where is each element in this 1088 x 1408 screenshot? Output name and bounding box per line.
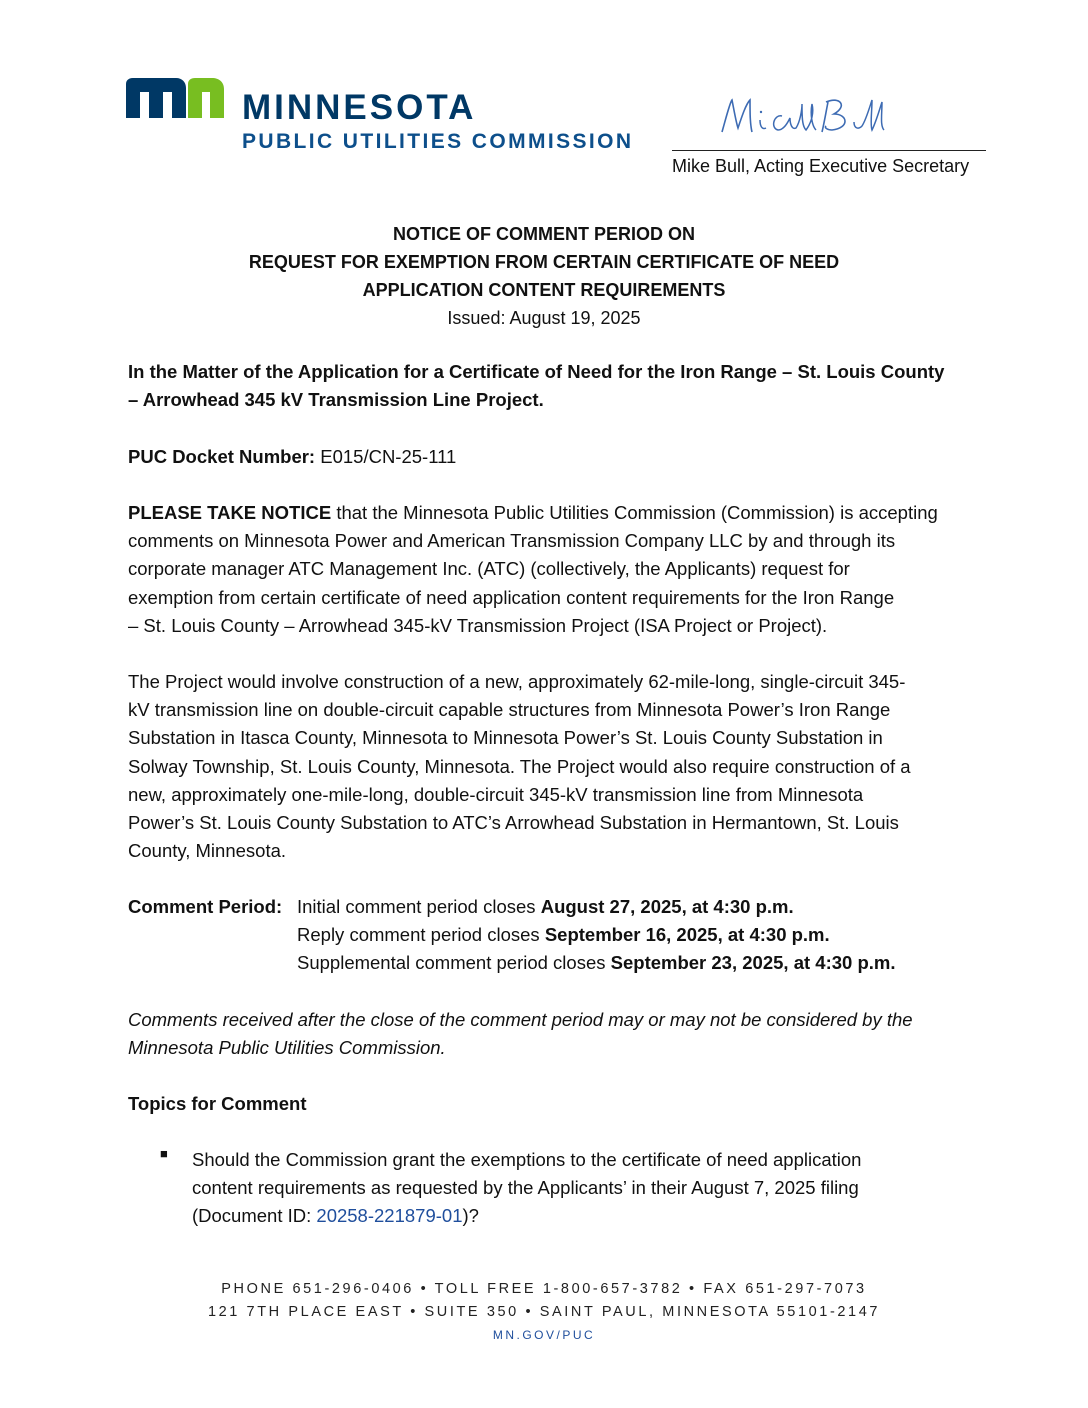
- late-comments-note: [128, 1006, 968, 1062]
- project-line-3: Substation in Itasca County, Minnesota to Minnesota Power’s St. Louis County Substation in: [128, 727, 883, 749]
- signature-caption: Mike Bull, Acting Executive Secretary: [672, 156, 970, 176]
- notice-line-5: – St. Louis County – Arrowhead 345-kV Transmission Project (ISA Project or Project).: [128, 614, 828, 636]
- mn-puc-logo: [126, 78, 646, 158]
- topic-line-2: content requirements as requested by the Applicants’ in their August 7, 2025 filing: [192, 1177, 859, 1199]
- project-line-4: Solway Township, St. Louis County, Minnesota. The Project would also require construction of a: [128, 755, 911, 777]
- comment-period-label: Comment Period:: [128, 896, 283, 917]
- topic-line-3-pre: (Document ID:: [192, 1205, 317, 1227]
- notice-line-4: exemption from certain certificate of need application content requirements for the Iron Range: [128, 586, 895, 608]
- docket-value: E015/CN-25-111: [315, 446, 457, 467]
- notice-paragraph: [128, 499, 968, 640]
- comment-period: [128, 893, 968, 983]
- notice-line-2: comments on Minnesota Power and American Transmission Company LLC by and through its: [128, 530, 896, 552]
- square-bullet-icon: ■: [160, 1146, 168, 1161]
- project-line-2: kV transmission line on double-circuit capable structures from Minnesota Power’s Iron Range: [128, 699, 891, 721]
- supplemental-period-date: September 23, 2025, at 4:30 p.m.: [610, 952, 896, 974]
- comment-period-row: [297, 921, 895, 949]
- project-line-6: Power’s St. Louis County Substation to ATC’s Arrowhead Substation in Hermantown, St. Louis: [128, 812, 899, 834]
- matter-caption: [128, 358, 968, 414]
- title-line-2: REQUEST FOR EXEMPTION FROM CERTAIN CERTIFICATE OF NEED: [248, 252, 840, 272]
- notice-line-3: corporate manager ATC Management Inc. (ATC) (collectively, the Applicants) request for: [128, 558, 850, 580]
- comment-period-row: [297, 949, 895, 977]
- mn-logo-icon: [126, 78, 226, 118]
- footer-address-line: 121 7TH PLACE EAST • SUITE 350 • SAINT PAUL, MINNESOTA 55101-2147: [207, 1304, 881, 1320]
- signature-block: [672, 92, 988, 192]
- project-line-7: County, Minnesota.: [128, 840, 287, 862]
- comment-period-dates: [297, 893, 895, 978]
- notice-lead: PLEASE TAKE NOTICE: [128, 502, 332, 523]
- matter-line-1: In the Matter of the Application for a Certificate of Need for the Iron Range – St. Louis County: [128, 361, 945, 382]
- docket-number: [128, 443, 968, 471]
- late-note-line-2: Minnesota Public Utilities Commission.: [128, 1037, 446, 1059]
- signature-line: [672, 150, 986, 151]
- footer-contact: [0, 1278, 1088, 1347]
- notice-line-1: that the Minnesota Public Utilities Commission (Commission) is accepting: [331, 502, 938, 523]
- title-line-1: NOTICE OF COMMENT PERIOD ON: [392, 224, 695, 244]
- notice-title: [0, 220, 1088, 332]
- reply-period-text: Reply comment period closes: [297, 924, 545, 946]
- org-name: MINNESOTA: [242, 88, 477, 127]
- project-paragraph: [128, 668, 968, 865]
- late-note-line-1: Comments received after the close of the comment period may or may not be considered by the: [128, 1009, 913, 1030]
- document-id-link[interactable]: 20258-221879-01: [316, 1205, 463, 1227]
- project-line-5: new, approximately one-mile-long, double-circuit 345-kV transmission line from Minnesota: [128, 783, 864, 805]
- issued-date: Issued: August 19, 2025: [447, 308, 641, 328]
- initial-period-date: August 27, 2025, at 4:30 p.m.: [540, 896, 794, 917]
- org-subtitle: PUBLIC UTILITIES COMMISSION: [242, 130, 634, 153]
- initial-period-text: Initial comment period closes: [297, 896, 541, 917]
- topic-item: [192, 1146, 952, 1231]
- handwritten-signature: [716, 92, 916, 144]
- topic-line-1: Should the Commission grant the exemptions to the certificate of need application: [192, 1149, 862, 1170]
- reply-period-date: September 16, 2025, at 4:30 p.m.: [544, 924, 830, 946]
- topics-heading: Topics for Comment: [128, 1093, 307, 1114]
- docket-label: PUC Docket Number:: [128, 446, 316, 467]
- comment-period-row: [297, 893, 895, 921]
- project-line-1: The Project would involve construction of a new, approximately 62-mile-long, single-circuit 345-: [128, 671, 906, 692]
- footer-website-link[interactable]: MN.GOV/PUC: [492, 1328, 596, 1342]
- title-line-3: APPLICATION CONTENT REQUIREMENTS: [362, 280, 726, 300]
- supplemental-period-text: Supplemental comment period closes: [297, 952, 611, 974]
- matter-line-2: – Arrowhead 345 kV Transmission Line Project.: [128, 389, 544, 411]
- footer-phone-line: PHONE 651-296-0406 • TOLL FREE 1-800-657-3782 • FAX 651-297-7073: [221, 1281, 867, 1297]
- topic-line-3-post: )?: [462, 1205, 479, 1227]
